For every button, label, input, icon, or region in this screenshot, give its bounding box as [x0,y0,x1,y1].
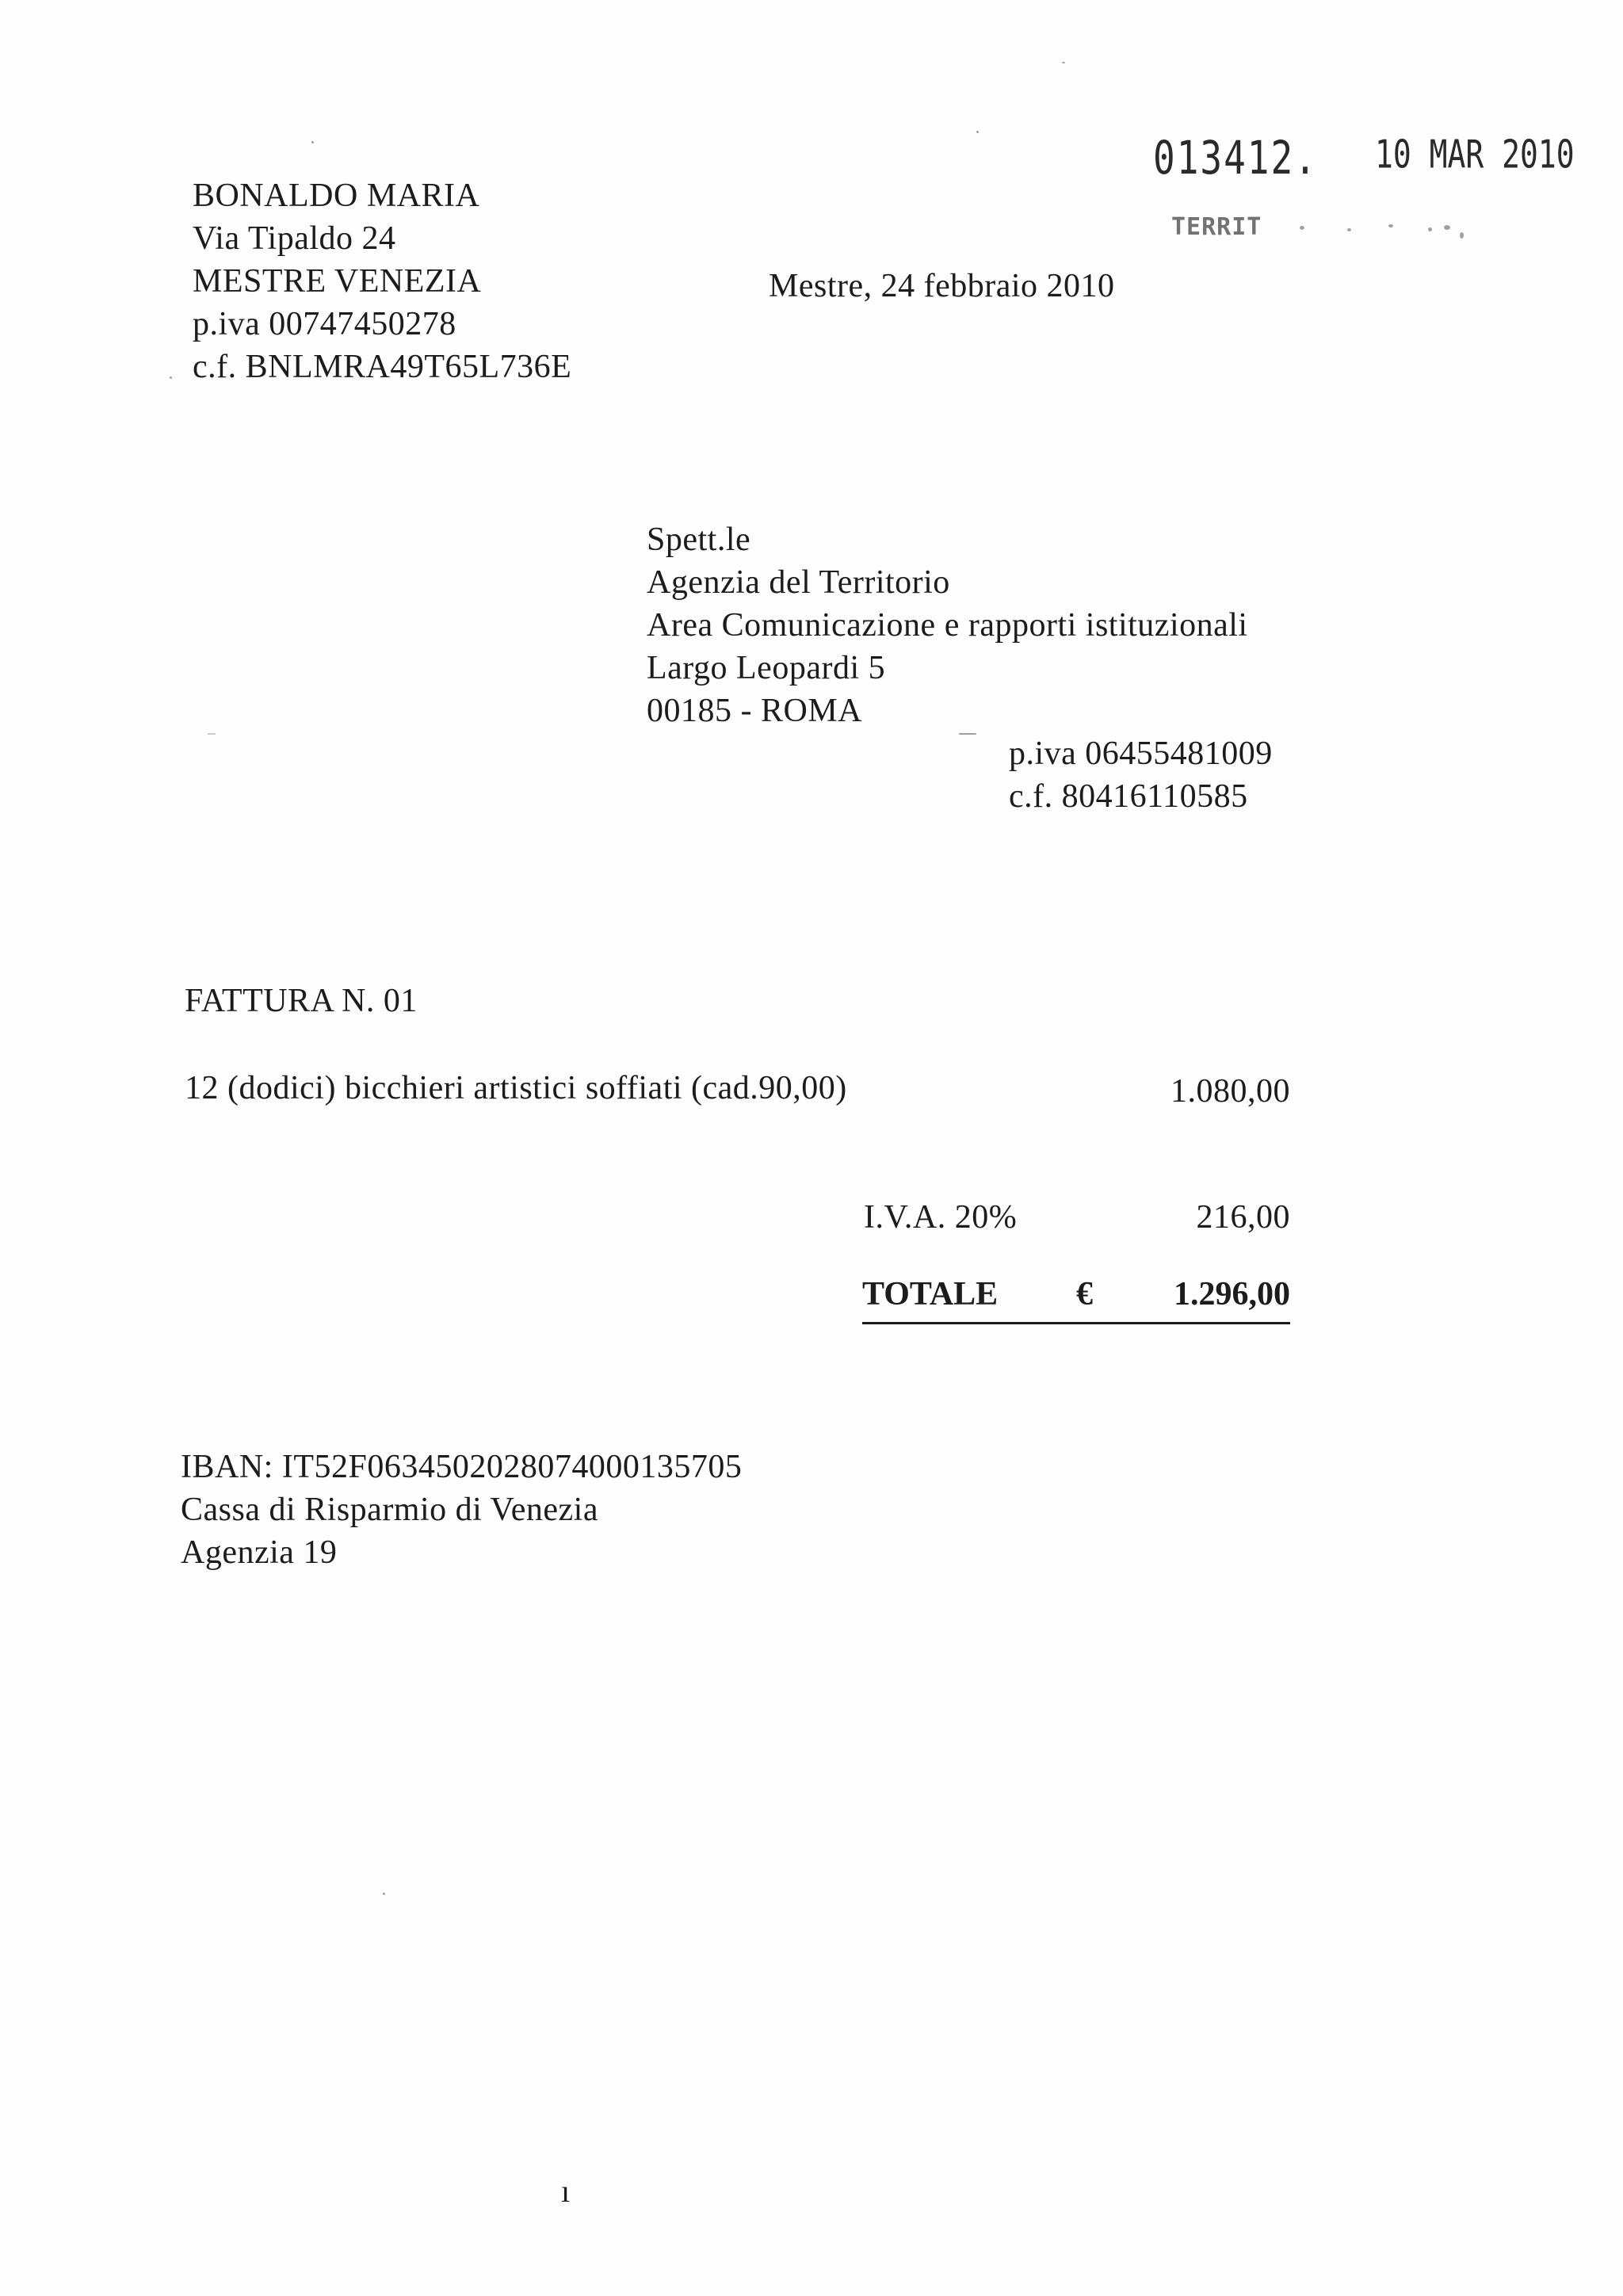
total-amount: 1.296,00 [1174,1276,1290,1312]
page-mark: ı [561,2173,571,2209]
stamp-smudge [1300,226,1304,230]
sender-name: BONALDO MARIA [193,178,480,214]
recipient-street: Largo Leopardi 5 [647,650,886,686]
item-description: 12 (dodici) bicchieri artistici soffiati (cad.90,00) [185,1070,847,1106]
bank-branch: Agenzia 19 [181,1534,338,1571]
recipient-vat: p.iva 06455481009 [1009,735,1273,772]
stamp-smudge [1460,232,1464,239]
stamp-smudge [1444,225,1450,230]
vat-label: I.V.A. 20% [864,1199,1018,1236]
sender-tax-code: c.f. BNLMRA49T65L736E [193,349,572,385]
scan-speck [976,131,979,133]
recipient-city: 00185 - ROMA [647,693,863,729]
invoice-title: FATTURA N. 01 [185,983,418,1019]
recipient-tax-code: c.f. 80416110585 [1009,778,1248,815]
sender-vat: p.iva 00747450278 [193,306,456,342]
recipient-salutation: Spett.le [647,521,751,558]
protocol-stamp-date: 10 MAR 2010 [1375,132,1575,178]
scan-speck [208,733,216,735]
stamp-smudge [1388,224,1393,227]
item-amount: 1.080,00 [1170,1073,1290,1110]
protocol-stamp-office: TERRIT [1171,213,1262,241]
total-label: TOTALE [862,1276,999,1312]
protocol-stamp-number: 013412. [1153,131,1318,185]
place-date: Mestre, 24 febbraio 2010 [769,268,1115,304]
sender-street: Via Tipaldo 24 [193,220,396,257]
scan-speck [383,1893,385,1895]
bank-name: Cassa di Risparmio di Venezia [181,1492,598,1528]
sender-city: MESTRE VENEZIA [193,263,482,300]
stamp-smudge [1347,228,1351,231]
scan-speck [311,141,314,143]
scan-speck [170,376,172,379]
recipient-name: Agenzia del Territorio [647,564,950,601]
scan-speck [959,733,976,735]
vat-amount: 216,00 [1196,1199,1290,1236]
scan-speck [1062,62,1065,63]
total-row [862,1278,1290,1324]
total-currency: € [1076,1276,1093,1312]
recipient-department: Area Comunicazione e rapporti istituzionali [647,607,1248,644]
bank-iban: IBAN: IT52F0634502028074000135705 [181,1449,743,1485]
stamp-smudge [1428,227,1432,231]
